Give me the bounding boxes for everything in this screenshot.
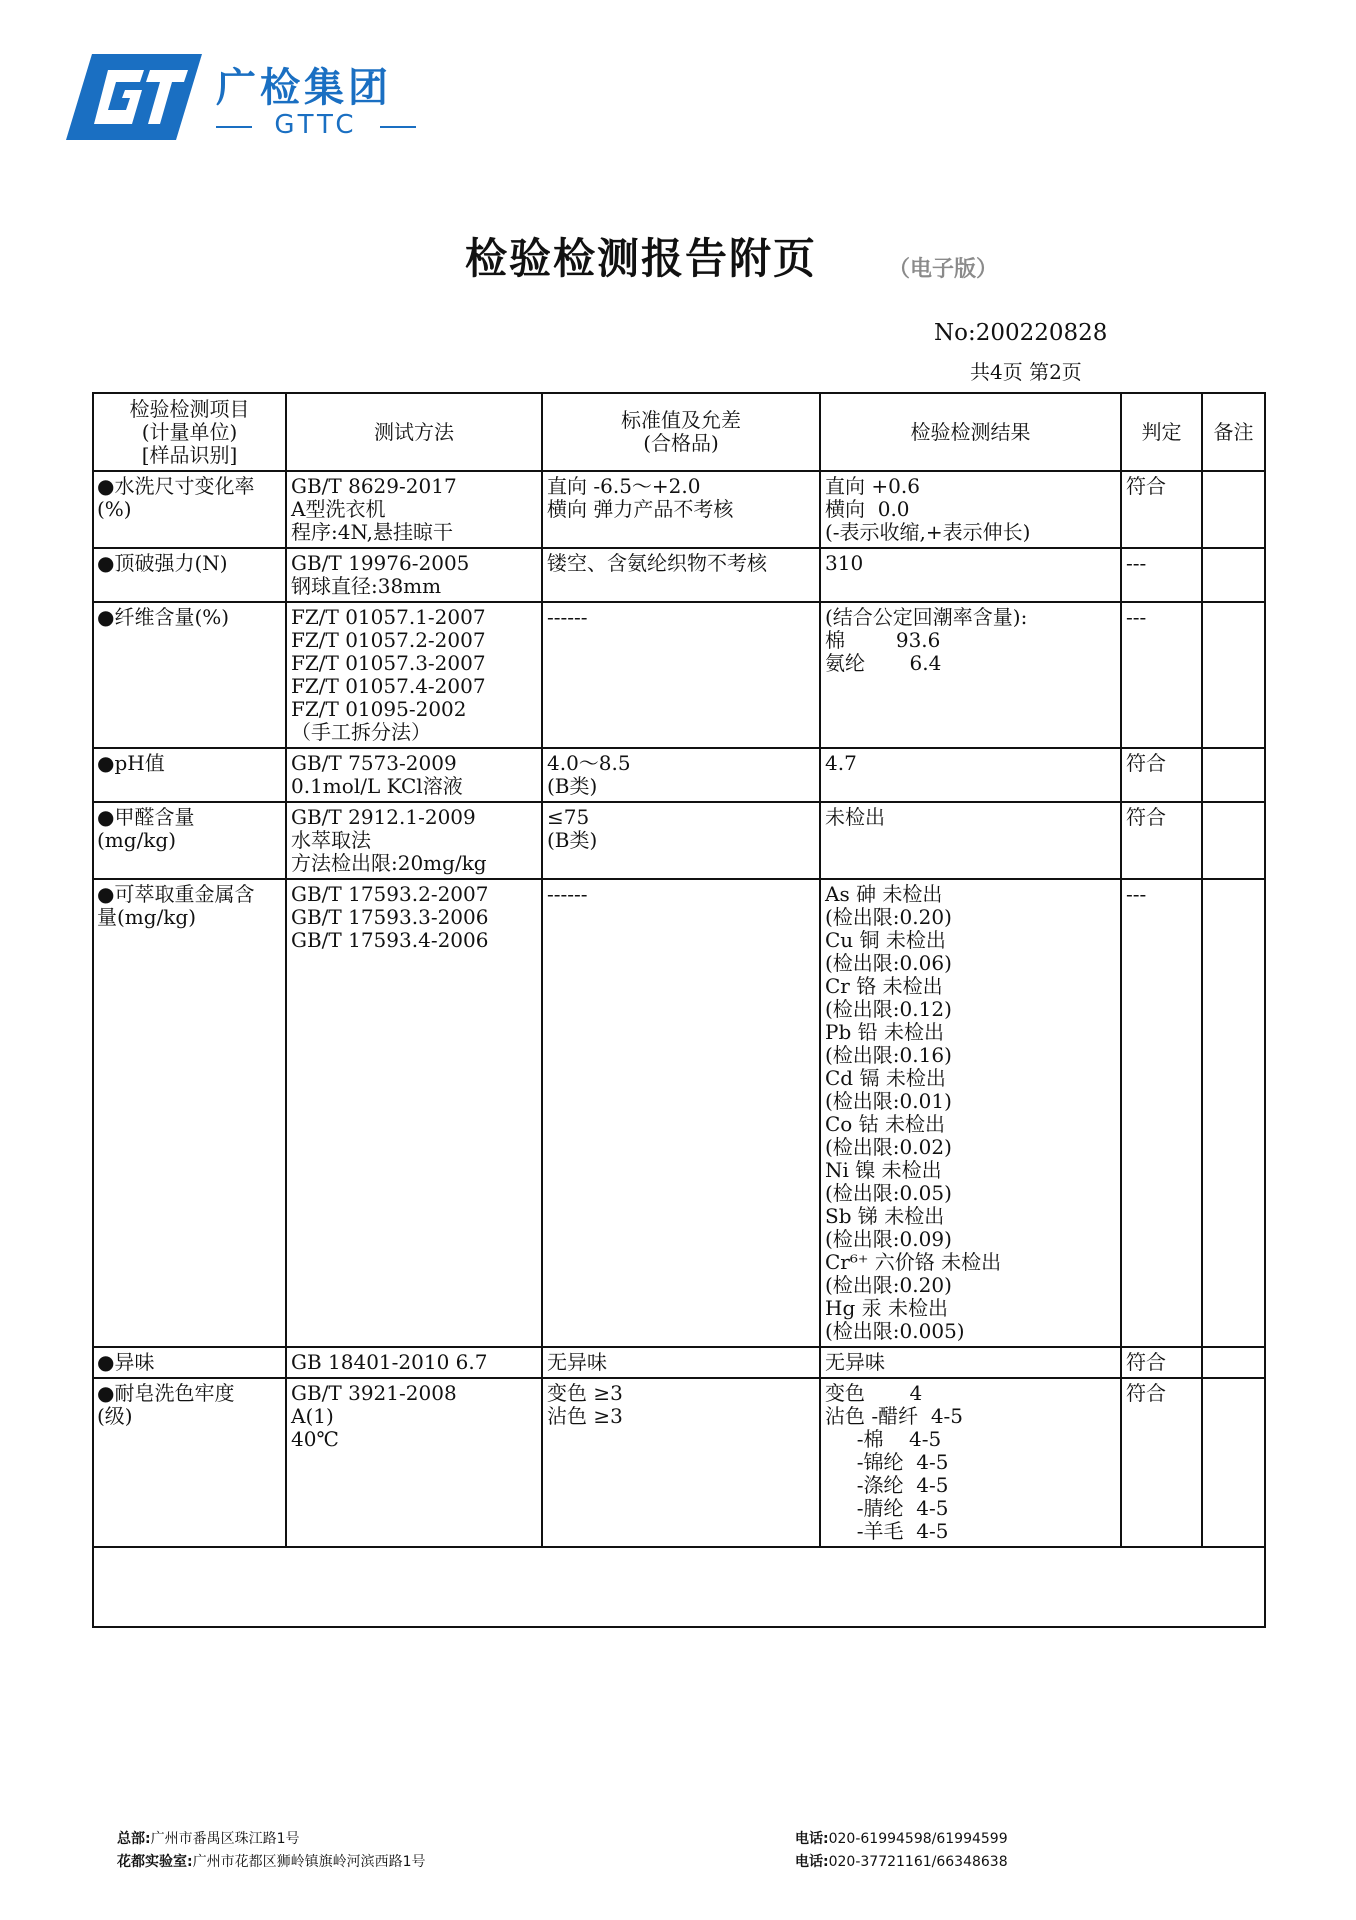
cell-judgement: ---	[1121, 548, 1202, 602]
cell-result: 无异味	[820, 1347, 1121, 1378]
cell-result: As 砷 未检出 (检出限:0.20) Cu 铜 未检出 (检出限:0.06) Cr 铬 未检出 (检出限:0.12) Pb 铅 未检出 (检出限:0.16) Cd 镉 未检出 (检出限:0.01) Co 钴 未检出 (检出限:0.02) Ni 镍 未检出 (检出限:0.05) Sb 锑 未检出 (检出限:0.09) Cr⁶⁺ 六价铬 未检出 (检出限:0.20) Hg 汞 未检出 (检出限:0.005)	[820, 879, 1121, 1347]
cell-judgement: 符合	[1121, 748, 1202, 802]
cell-item: ●耐皂洗色牢度 (级)	[93, 1378, 286, 1547]
cell-judgement: 符合	[1121, 1378, 1202, 1547]
table-row	[93, 748, 1265, 802]
header-item: 检验检测项目 (计量单位) [样品识别]	[93, 393, 286, 471]
blank-cell	[93, 1547, 1265, 1627]
cell-method: GB/T 8629-2017 A型洗衣机 程序:4N,悬挂晾干	[286, 471, 542, 548]
cell-method: FZ/T 01057.1-2007 FZ/T 01057.2-2007 FZ/T 01057.3-2007 FZ/T 01057.4-2007 FZ/T 01095-2002 （手工拆分法）	[286, 602, 542, 748]
cell-method: GB 18401-2010 6.7	[286, 1347, 542, 1378]
cell-remark	[1202, 1347, 1265, 1378]
cell-remark	[1202, 548, 1265, 602]
cell-item: ●pH值	[93, 748, 286, 802]
cell-judgement: 符合	[1121, 1347, 1202, 1378]
footer-lab	[117, 1851, 426, 1874]
cell-method: GB/T 3921-2008 A(1) 40℃	[286, 1378, 542, 1547]
cell-item: ●顶破强力(N)	[93, 548, 286, 602]
cell-item: ●可萃取重金属含 量(mg/kg)	[93, 879, 286, 1347]
report-number: No:200220828	[934, 320, 1108, 346]
cell-result: 4.7	[820, 748, 1121, 802]
cell-standard: ≤75 (B类)	[542, 802, 820, 879]
header-standard: 标准值及允差 (合格品)	[542, 393, 820, 471]
table-row	[93, 1347, 1265, 1378]
cell-standard: 镂空、含氨纶织物不考核	[542, 548, 820, 602]
footer-hq	[117, 1828, 426, 1851]
footer-lab-label: 花都实验室:	[117, 1854, 193, 1870]
cell-item: ●水洗尺寸变化率 (%)	[93, 471, 286, 548]
table-row	[93, 879, 1265, 1347]
brand-name-en: GTTC	[274, 110, 358, 140]
footer-phone-1	[795, 1828, 1008, 1851]
table-row	[93, 471, 1265, 548]
footer-phones	[795, 1828, 1008, 1874]
brand-name-cn: 广检集团	[216, 65, 392, 111]
header-remark: 备注	[1202, 393, 1265, 471]
table-header-row	[93, 393, 1265, 471]
brand-divider-right	[380, 126, 416, 128]
cell-standard: 直向 -6.5～+2.0 横向 弹力产品不考核	[542, 471, 820, 548]
report-title: 检验检测报告附页	[465, 234, 818, 283]
table-row	[93, 602, 1265, 748]
company-logo	[64, 52, 424, 142]
gttc-logo-icon	[64, 52, 204, 142]
cell-method: GB/T 17593.2-2007 GB/T 17593.3-2006 GB/T 17593.4-2006	[286, 879, 542, 1347]
cell-result: 未检出	[820, 802, 1121, 879]
table-row	[93, 1378, 1265, 1547]
table-row-blank	[93, 1547, 1265, 1627]
cell-standard: 变色 ≥3 沾色 ≥3	[542, 1378, 820, 1547]
cell-remark	[1202, 1378, 1265, 1547]
header-result: 检验检测结果	[820, 393, 1121, 471]
cell-standard: ------	[542, 602, 820, 748]
cell-method: GB/T 2912.1-2009 水萃取法 方法检出限:20mg/kg	[286, 802, 542, 879]
report-subtitle: （电子版）	[888, 257, 999, 282]
cell-remark	[1202, 471, 1265, 548]
footer-lab-address: 广州市花都区狮岭镇旗岭河滨西路1号	[192, 1854, 426, 1870]
cell-result: 直向 +0.6 横向 0.0 (-表示收缩,+表示伸长)	[820, 471, 1121, 548]
cell-judgement: ---	[1121, 879, 1202, 1347]
cell-item: ●纤维含量(%)	[93, 602, 286, 748]
footer-phone-2	[795, 1851, 1008, 1874]
cell-judgement: ---	[1121, 602, 1202, 748]
cell-standard: 4.0～8.5 (B类)	[542, 748, 820, 802]
cell-remark	[1202, 602, 1265, 748]
page-info: 共4页 第2页	[970, 360, 1082, 384]
footer-phone-1-number: 020-61994598/61994599	[828, 1831, 1008, 1847]
cell-standard: ------	[542, 879, 820, 1347]
cell-judgement: 符合	[1121, 802, 1202, 879]
cell-item: ●异味	[93, 1347, 286, 1378]
footer-hq-address: 广州市番禺区珠江路1号	[150, 1831, 300, 1847]
cell-item: ●甲醛含量 (mg/kg)	[93, 802, 286, 879]
footer-phone-2-number: 020-37721161/66348638	[828, 1854, 1008, 1870]
cell-method: GB/T 19976-2005 钢球直径:38mm	[286, 548, 542, 602]
table-row	[93, 548, 1265, 602]
cell-judgement: 符合	[1121, 471, 1202, 548]
footer-hq-label: 总部:	[117, 1831, 151, 1847]
footer-addresses	[117, 1828, 426, 1874]
footer-phone-1-label: 电话:	[795, 1831, 829, 1847]
cell-result: 310	[820, 548, 1121, 602]
results-table	[92, 392, 1266, 1628]
cell-remark	[1202, 748, 1265, 802]
header-judgement: 判定	[1121, 393, 1202, 471]
cell-result: 变色 4 沾色 -醋纤 4-5 -棉 4-5 -锦纶 4-5 -涤纶 4-5 -腈纶 4-5 -羊毛 4-5	[820, 1378, 1121, 1547]
footer-phone-2-label: 电话:	[795, 1854, 829, 1870]
cell-remark	[1202, 879, 1265, 1347]
table-row	[93, 802, 1265, 879]
cell-method: GB/T 7573-2009 0.1mol/L KCl溶液	[286, 748, 542, 802]
cell-remark	[1202, 802, 1265, 879]
cell-standard: 无异味	[542, 1347, 820, 1378]
cell-result: (结合公定回潮率含量): 棉 93.6 氨纶 6.4	[820, 602, 1121, 748]
header-method: 测试方法	[286, 393, 542, 471]
